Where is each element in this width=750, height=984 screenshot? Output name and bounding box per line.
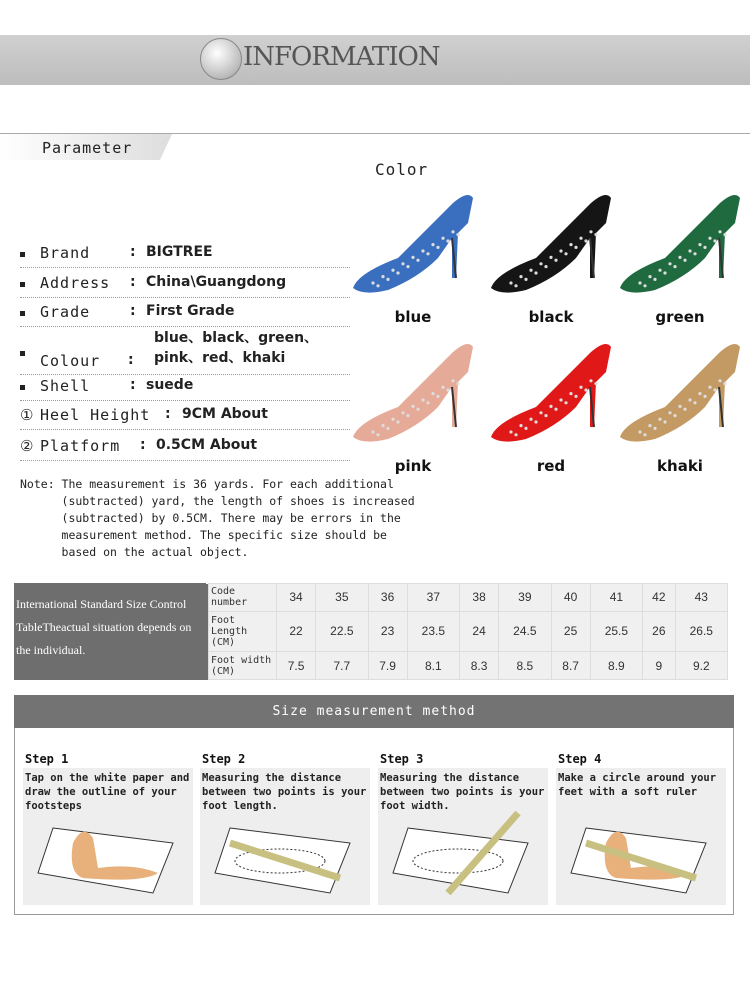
size-cell: 24 (460, 611, 499, 651)
size-cell: 25 (551, 611, 590, 651)
bullet-icon (20, 351, 25, 356)
foot-measure-illustration (566, 803, 716, 898)
size-cell: 8.5 (499, 652, 551, 680)
step-title: Step 1 (25, 752, 69, 766)
size-note: Note: The measurement is 36 yards. For each additional (subtracted) yard, the length of shoes is increased (subtracted) by 0.5CM. There may be errors in the measurement method. The specific size should be based on the actual object. (20, 477, 415, 559)
number-marker: ① (20, 406, 34, 424)
banner-title: INFORMATION (243, 42, 440, 72)
shoe-red-image (486, 337, 616, 452)
measurement-method-title: Size measurement method (14, 695, 734, 728)
color-label: pink (394, 457, 432, 475)
bullet-icon (20, 311, 25, 316)
parameter-value: BIGTREE (146, 244, 213, 260)
size-cell: 22.5 (316, 611, 368, 651)
parameter-key: Shell (40, 377, 91, 395)
row-header: Foot Length (CM) (209, 611, 277, 651)
size-cell: 35 (316, 584, 368, 612)
parameter-value: China\Guangdong (146, 274, 287, 290)
parameter-value: suede (146, 377, 194, 393)
size-cell: 7.7 (316, 652, 368, 680)
size-cell: 42 (643, 584, 676, 612)
size-cell: 22 (277, 611, 316, 651)
row-header: Foot width (CM) (209, 652, 277, 680)
size-cell: 25.5 (590, 611, 642, 651)
size-cell: 37 (407, 584, 459, 612)
size-cell: 26.5 (675, 611, 727, 651)
step-description: Measuring the distance between two points is your foot length. (202, 772, 367, 812)
parameter-key: Heel Height (40, 406, 151, 424)
parameter-value: 0.5CM About (156, 437, 258, 453)
size-cell: 8.3 (460, 652, 499, 680)
parameter-separator: : (140, 437, 146, 453)
parameter-key: Grade (40, 303, 91, 321)
parameter-key: Platform (40, 437, 121, 455)
size-cell: 41 (590, 584, 642, 612)
foot-measure-illustration (33, 803, 183, 898)
size-cell: 43 (675, 584, 727, 612)
color-label: khaki (657, 457, 703, 475)
foot-measure-illustration (388, 803, 538, 898)
parameter-row (20, 434, 350, 461)
parameter-separator: : (130, 377, 136, 393)
parameter-separator: : (130, 274, 136, 290)
size-cell: 8.9 (590, 652, 642, 680)
parameter-row (20, 403, 350, 430)
color-label: red (536, 457, 566, 475)
size-cell: 24.5 (499, 611, 551, 651)
shoe-khaki-image (615, 337, 745, 452)
color-label: blue (394, 308, 432, 326)
parameter-row (20, 271, 350, 298)
size-cell: 39 (499, 584, 551, 612)
size-cell: 23 (368, 611, 407, 651)
step-description: Tap on the white paper and draw the outline of your footsteps (25, 772, 190, 812)
parameter-separator: : (130, 303, 136, 319)
size-cell: 7.9 (368, 652, 407, 680)
divider (0, 133, 750, 134)
step-card (378, 768, 548, 905)
row-header: Code number (209, 584, 277, 612)
parameter-separator: : (130, 244, 136, 260)
step-title: Step 3 (380, 752, 424, 766)
bullet-icon (20, 252, 25, 257)
size-cell: 9 (643, 652, 676, 680)
parameter-row (20, 374, 350, 401)
parameter-tab-label: Parameter (42, 139, 133, 157)
step-title: Step 2 (202, 752, 246, 766)
parameter-key: Brand (40, 244, 91, 262)
parameter-key: Address (40, 274, 111, 292)
color-title: Color (375, 160, 429, 179)
size-cell: 9.2 (675, 652, 727, 680)
step-card (23, 768, 193, 905)
size-cell: 8.7 (551, 652, 590, 680)
parameter-row (20, 330, 350, 375)
step-description: Make a circle around your feet with a soft ruler (558, 772, 717, 798)
parameter-value: blue、black、green、pink、red、khaki (154, 330, 319, 366)
parameter-row (20, 300, 350, 327)
bullet-icon (20, 385, 25, 390)
size-cell: 23.5 (407, 611, 459, 651)
shoe-black-image (486, 188, 616, 303)
size-cell: 34 (277, 584, 316, 612)
circle-ornament-icon (200, 38, 242, 80)
step-description: Measuring the distance between two points is your foot width. (380, 772, 545, 812)
shoe-blue-image (348, 188, 478, 303)
parameter-key: Colour (40, 352, 101, 370)
parameter-row (20, 241, 350, 268)
step-card (556, 768, 726, 905)
step-card (200, 768, 370, 905)
size-cell: 36 (368, 584, 407, 612)
parameter-value: 9CM About (182, 406, 268, 422)
size-cell: 38 (460, 584, 499, 612)
size-cell: 40 (551, 584, 590, 612)
bullet-icon (20, 282, 25, 287)
shoe-pink-image (348, 337, 478, 452)
shoe-green-image (615, 188, 745, 303)
parameter-value: First Grade (146, 303, 235, 319)
size-table-description: International Standard Size Control TableTheactual situation depends on the individual. (14, 583, 206, 680)
size-cell: 26 (643, 611, 676, 651)
number-marker: ② (20, 437, 34, 455)
parameter-separator: : (128, 352, 134, 368)
size-cell: 7.5 (277, 652, 316, 680)
parameter-separator: : (165, 406, 171, 422)
color-label: black (528, 308, 574, 326)
step-title: Step 4 (558, 752, 602, 766)
size-cell: 8.1 (407, 652, 459, 680)
color-label: green (655, 308, 705, 326)
foot-measure-illustration (210, 803, 360, 898)
